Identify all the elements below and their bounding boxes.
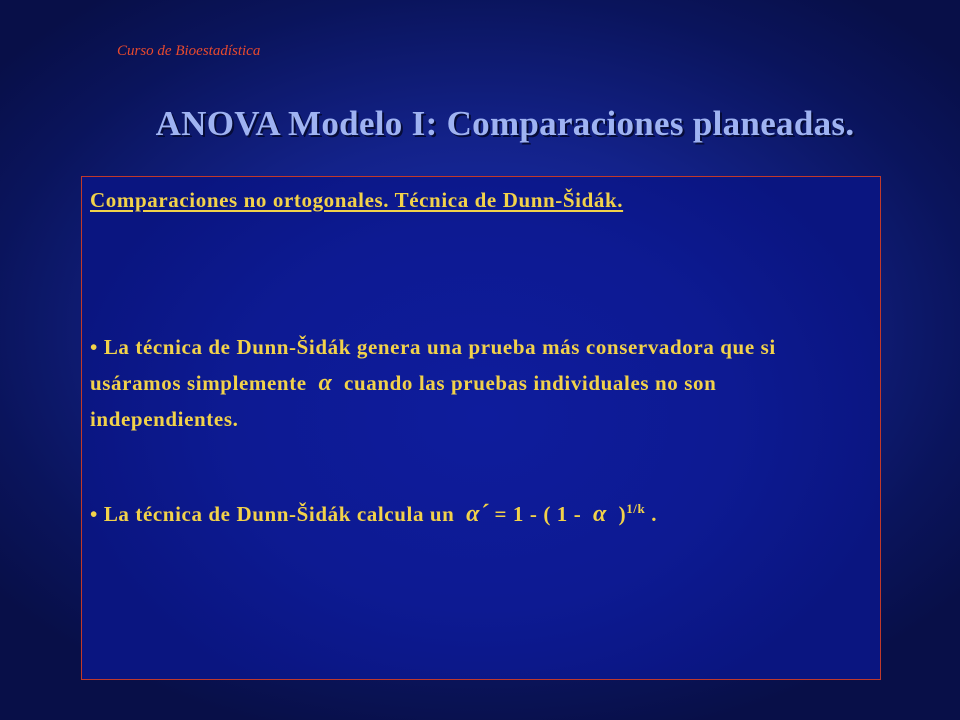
formula-close-paren: ) <box>618 502 627 526</box>
course-label: Curso de Bioestadística <box>117 43 261 59</box>
bullet-marker: • <box>90 335 98 359</box>
alpha-symbol: α <box>318 370 333 396</box>
bullet-text: La técnica de Dunn-Šidák calcula un <box>103 502 455 526</box>
section-heading: Comparaciones no ortogonales. Técnica de Dunn-Šidák. <box>90 188 624 212</box>
bullet-text: La técnica de Dunn-Šidák genera una prueba más conservadora que si usáramos simplemente <box>90 335 776 395</box>
bullet-point-1 <box>90 329 860 437</box>
bullet-point-2 <box>90 501 657 528</box>
bullet-text-continued: cuando las pruebas individuales no son independientes. <box>90 371 717 431</box>
slide-title: ANOVA Modelo I: Comparaciones planeadas. <box>155 104 855 143</box>
formula-period: . <box>651 502 658 526</box>
alpha-symbol: α <box>593 501 607 527</box>
alpha-prime-symbol: α´ <box>466 501 489 527</box>
content-panel <box>81 176 881 680</box>
formula-exponent: 1/k <box>626 501 646 516</box>
formula-equals: = 1 - ( 1 - <box>494 502 582 526</box>
bullet-marker: • <box>90 502 98 526</box>
